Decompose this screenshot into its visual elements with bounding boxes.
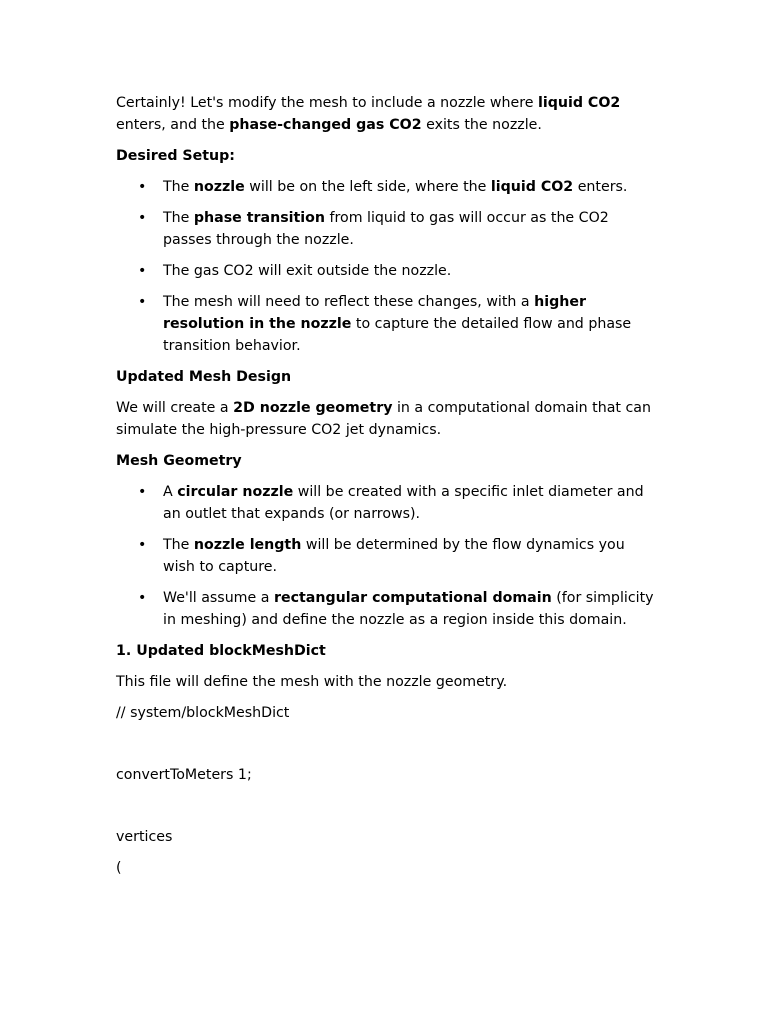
code-open-paren-line: ( (116, 860, 122, 876)
mesh-geometry-heading: Mesh Geometry (116, 453, 242, 469)
desired-setup-list (116, 176, 661, 357)
intro-text-2: enters, and the (116, 117, 230, 133)
code-vertices-line: vertices (116, 829, 173, 845)
block-mesh-description: This file will define the mesh with the nozzle geometry. (116, 674, 508, 690)
intro-bold-liquid-co2: liquid CO2 (537, 95, 621, 111)
list-item: • A circular nozzle will be created with a specific inlet diameter and an outlet that expands (or narrows). (163, 481, 661, 525)
code-comment-line: // system/blockMeshDict (116, 705, 290, 721)
list-item: • The gas CO2 will exit outside the nozzle. (163, 260, 661, 282)
intro-text-1: Certainly! Let's modify the mesh to include a nozzle where (116, 95, 538, 111)
updated-mesh-design-paragraph: We will create a 2D nozzle geometry in a computational domain that can simulate the high-pressure CO2 jet dynamics. (116, 400, 651, 438)
intro-bold-gas-co2: phase-changed gas CO2 (229, 117, 422, 133)
list-item: • We'll assume a rectangular computational domain (for simplicity in meshing) and define the nozzle as a region inside this domain. (163, 587, 661, 631)
code-convert-line: convertToMeters 1; (116, 767, 252, 783)
desired-setup-heading: Desired Setup: (116, 148, 235, 164)
list-item: • The phase transition from liquid to gas will occur as the CO2 passes through the nozzle. (163, 207, 661, 251)
list-item: • The nozzle length will be determined by the flow dynamics you wish to capture. (163, 534, 661, 578)
blank-line (116, 733, 661, 755)
mesh-geometry-list (116, 481, 661, 631)
updated-mesh-design-heading: Updated Mesh Design (116, 369, 292, 385)
intro-text-3: exits the nozzle. (421, 117, 542, 133)
intro-paragraph (116, 92, 661, 136)
list-item: • The nozzle will be on the left side, where the liquid CO2 enters. (163, 176, 661, 198)
list-item: • The mesh will need to reflect these changes, with a higher resolution in the nozzle to capture the detailed flow and phase transition behavior. (163, 291, 661, 357)
blank-line (116, 795, 661, 817)
document-body (116, 92, 661, 888)
block-mesh-heading: 1. Updated blockMeshDict (116, 643, 326, 659)
